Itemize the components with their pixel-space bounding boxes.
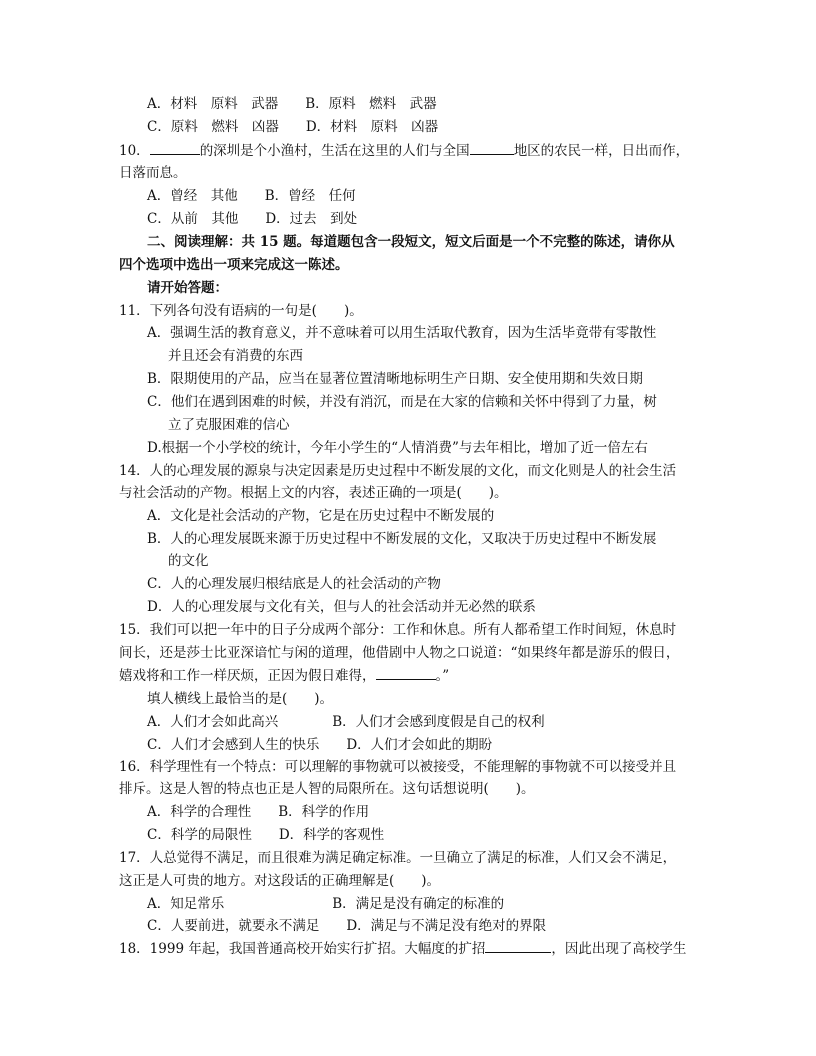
q15-text-b: 。” <box>435 668 450 684</box>
q14-option-b-line2: 的文化 <box>168 553 209 569</box>
section-heading-line2: 四个选项中选出一项来完成这一陈述。 <box>119 257 349 273</box>
q10-number: 10． <box>119 143 150 159</box>
q17-options-cd: C．人要前进，就要永不满足 D．满足与不满足没有绝对的界限 <box>147 918 547 934</box>
q11-option-b: B．限期使用的产品，应当在显著位置清晰地标明生产日期、安全使用期和失效日期 <box>147 371 643 387</box>
q15-text-a: 嬉戏将和工作一样厌烦，正因为假日难得， <box>119 668 376 684</box>
q10-options-cd: C．从前 其他 D．过去 到处 <box>147 211 358 227</box>
q9-options-ab: A．材料 原料 武器 B．原料 燃料 武器 <box>147 96 437 112</box>
start-prompt: 请开始答题： <box>147 280 228 296</box>
q14-stem-line2: 与社会活动的产物。根据上文的内容，表述正确的一项是( )。 <box>119 485 508 501</box>
q18-stem-line1 <box>119 938 686 960</box>
q14-stem-line1: 14．人的心理发展的源泉与决定因素是历史过程中不断发展的文化，而文化则是人的社会生活 <box>119 463 677 479</box>
q10-blank-2 <box>470 140 514 155</box>
q10-stem-line1 <box>119 140 689 162</box>
q15-stem-line2: 间长，还是莎士比亚深谙忙与闲的道理，他借剧中人物之口说道：“如果终年都是游乐的假日， <box>119 645 680 661</box>
q11-option-c-line2: 立了克服困难的信心 <box>168 417 290 433</box>
q17-options-ab: A．知足常乐 B．满足是没有确定的标准的 <box>147 896 505 912</box>
q16-options-cd: C．科学的局限性 D．科学的客观性 <box>147 827 385 843</box>
q15-blank <box>376 665 436 680</box>
q10-blank-1 <box>150 140 200 155</box>
q15-prompt: 填人横线上最恰当的是( )。 <box>147 691 334 707</box>
q10-text-a: 的深圳是个小渔村，生活在这里的人们与全国 <box>199 143 470 159</box>
q11-option-c-line1: C．他们在遇到困难的时候，并没有消沉，而是在大家的信赖和关怀中得到了力量，树 <box>147 394 657 410</box>
q14-option-a: A．文化是社会活动的产物，它是在历史过程中不断发展的 <box>147 508 495 524</box>
q11-stem: 11．下列各句没有语病的一句是( )。 <box>119 303 363 319</box>
q17-stem-line2: 这正是人可贵的地方。对这段话的正确理解是( )。 <box>119 873 441 889</box>
q11-option-a-line1: A．强调生活的教育意义，并不意味着可以用生活取代教育，因为生活毕竟带有零散性 <box>147 325 657 341</box>
q15-options-ab: A．人们才会如此高兴 B．人们才会感到度假是自己的权利 <box>147 714 545 730</box>
q16-stem-line1: 16．科学理性有一个特点：可以理解的事物就可以被接受，不能理解的事物就不可以接受并且 <box>119 759 677 775</box>
q14-option-d: D．人的心理发展与文化有关，但与人的社会活动并无必然的联系 <box>147 599 536 615</box>
q18-text-a: 18．1999 年起，我国普通高校开始实行扩招。大幅度的扩招 <box>119 941 486 957</box>
q15-stem-line3 <box>119 665 449 687</box>
q11-option-a-line2: 并且还会有消费的东西 <box>168 348 303 364</box>
q10-options-ab: A．曾经 其他 B．曾经 任何 <box>147 188 356 204</box>
q10-stem-line2: 日落而息。 <box>119 165 187 181</box>
q15-stem-line1: 15．我们可以把一年中的日子分成两个部分：工作和休息。所有人都希望工作时间短，休息时 <box>119 622 677 638</box>
section-heading-line1: 二、阅读理解：共 15 题。每道题包含一段短文，短文后面是一个不完整的陈述，请你从 <box>147 234 675 250</box>
q15-options-cd: C．人们才会感到人生的快乐 D．人们才会如此的期盼 <box>147 737 493 753</box>
q11-option-d: D.根据一个小学校的统计，今年小学生的“人情消费”与去年相比，增加了近一倍左右 <box>147 440 648 456</box>
q17-stem-line1: 17．人总觉得不满足，而且很难为满足确定标准。一旦确立了满足的标准，人们又会不满足， <box>119 850 677 866</box>
q18-text-b: ，因此出现了高校学生 <box>551 941 687 957</box>
q16-stem-line2: 排斥。这是人智的特点也正是人智的局限所在。这句话想说明( )。 <box>119 781 535 797</box>
q14-option-c: C．人的心理发展归根结底是人的社会活动的产物 <box>147 576 441 592</box>
q18-blank <box>485 938 551 953</box>
q16-options-ab: A．科学的合理性 B．科学的作用 <box>147 804 370 820</box>
q9-options-cd: C．原料 燃料 凶器 D．材料 原料 凶器 <box>147 119 439 135</box>
q10-text-b: 地区的农民一样，日出而作， <box>513 143 690 159</box>
q14-option-b-line1: B．人的心理发展既来源于历史过程中不断发展的文化，又取决于历史过程中不断发展 <box>147 531 657 547</box>
